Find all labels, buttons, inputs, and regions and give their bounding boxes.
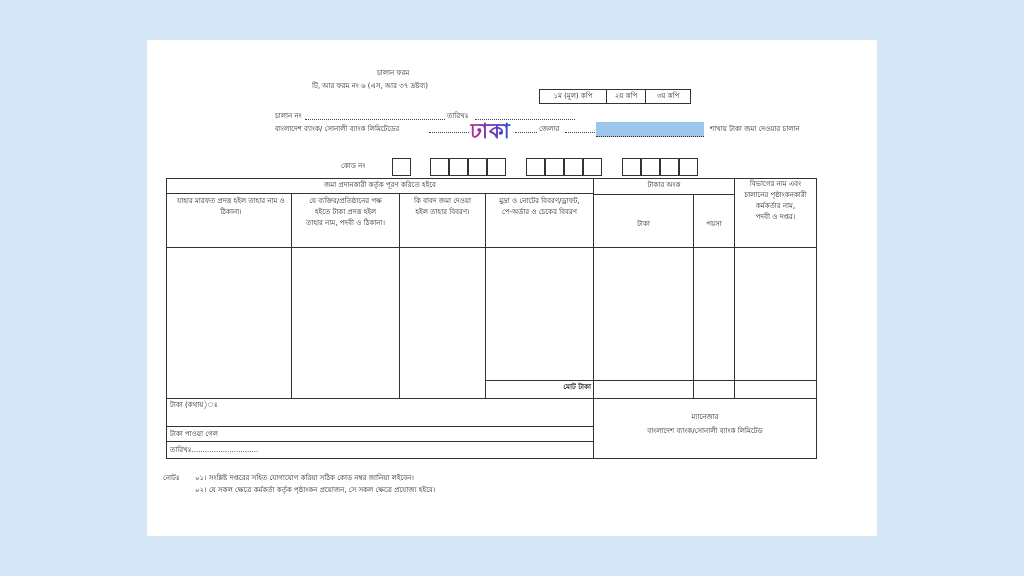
col-currency-line2: পে-অর্ডার ও চেকের বিবরণ <box>501 208 578 216</box>
code-box[interactable] <box>487 158 506 176</box>
code-box[interactable] <box>545 158 564 176</box>
depositor-group-header: জমা প্রদানকারী কর্তৃক পূরণ করিতে হইবে <box>324 181 436 189</box>
received-label: টাকা পাওয়া গেল <box>170 430 218 438</box>
table-border <box>816 178 817 459</box>
district-label: জেলার <box>539 125 560 133</box>
col-behalf-line2: হইতে টাকা প্রদত্ত হইল <box>314 208 377 216</box>
manager-bank: বাংলাদেশ ব্যাংক/সোনালী ব্যাংক লিমিটেড <box>647 427 763 435</box>
bank-line <box>429 132 469 133</box>
code-label: কোড নং <box>341 162 366 170</box>
col-currency-line1: মুদ্রা ও নোটের বিবরণ/ড্রাফট, <box>499 197 580 205</box>
code-box[interactable] <box>660 158 679 176</box>
table-border <box>166 178 817 179</box>
code-box[interactable] <box>622 158 641 176</box>
cell-dept-entry[interactable] <box>735 248 816 398</box>
col-behalf-line3: তাহার নাম, পদবী ও ঠিকানা। <box>306 219 385 227</box>
city-line <box>515 132 537 133</box>
cell-currency-entry[interactable] <box>486 248 593 380</box>
code-box[interactable] <box>430 158 449 176</box>
code-box[interactable] <box>564 158 583 176</box>
code-box[interactable] <box>641 158 660 176</box>
copy-box-second: ২য় কপি <box>607 89 646 104</box>
challan-no-line[interactable] <box>305 119 445 120</box>
note-2: ০২। যে সকল ক্ষেত্রে কর্মকর্তা কর্তৃক পৃষ্ঠাংকন প্রয়োজন, সে সকল ক্ষেত্রে প্রযোজ্য হইবে। <box>195 486 436 494</box>
cell-depositor-entry[interactable] <box>167 248 291 398</box>
cell-behalf-entry[interactable] <box>292 248 399 398</box>
cell-taka-entry[interactable] <box>594 248 693 380</box>
table-rule <box>166 426 594 427</box>
footer-date-label: তারিখঃ.............................. <box>170 446 259 454</box>
col-purpose-line1: কি বাবদ জমা দেওয়া <box>413 197 472 205</box>
date-label: তারিখঃ <box>447 112 469 120</box>
note-1: ০১। সংশ্লিষ্ট দপ্তরের সহিত যোগাযোগ করিয়া সঠিক কোড নম্বর জানিয়া লইবেন। <box>195 474 414 482</box>
city-dhaka: ঢাকা <box>470 119 511 143</box>
col-poisa: পয়সা <box>706 220 722 228</box>
branch-suffix: শাখায় টাকা জমা দেওয়ার চালান <box>710 125 800 133</box>
table-rule <box>593 194 735 195</box>
district-line <box>565 132 595 133</box>
col-dept-line1: বিভাগের নাম এবং <box>749 180 802 188</box>
code-box[interactable] <box>449 158 468 176</box>
notes-label: নোটঃ <box>163 474 180 482</box>
col-behalf-line1: যে ব্যক্তির/প্রতিষ্ঠানের পক্ষ <box>309 197 382 205</box>
cell-poisa-entry[interactable] <box>694 248 734 380</box>
challan-no-label: চালান নং <box>275 112 302 120</box>
col-depositor-name-address: যাহার মারফত প্রদত্ত হইল তাহার নাম ও ঠিকানা। <box>177 197 285 216</box>
code-box[interactable] <box>468 158 487 176</box>
form-subtitle: টি, আর ফরম নং ৬ (এস, আর ৩৭ দ্রষ্টব্য) <box>312 82 428 90</box>
form-title: চালান ফরম <box>377 69 410 77</box>
col-dept-line2: চালানের পৃষ্ঠাংকনকারী <box>744 191 807 199</box>
total-label: মোট টাকা <box>563 383 591 391</box>
table-rule <box>166 441 594 442</box>
table-rule <box>166 398 817 399</box>
col-taka: টাকা <box>637 220 650 228</box>
table-rule <box>166 193 594 194</box>
col-purpose-line2: হইল তাহার বিবরণ। <box>415 208 470 216</box>
bank-label: বাংলাদেশ ব্যাংক/ সোনালী ব্যাংক লিমিটেডের <box>275 125 400 133</box>
code-box[interactable] <box>392 158 411 176</box>
branch-field-highlight[interactable] <box>596 122 704 137</box>
copy-box-original: ১ম (মূল) কপি <box>539 89 607 104</box>
amount-group-header: টাকার অংক <box>647 181 681 189</box>
challan-form-document <box>147 40 877 536</box>
col-dept-line3: কর্মকর্তার নাম, <box>755 202 796 210</box>
code-box[interactable] <box>679 158 698 176</box>
code-box[interactable] <box>583 158 602 176</box>
code-box[interactable] <box>526 158 545 176</box>
manager-label: ম্যানেজার <box>691 413 719 421</box>
cell-purpose-entry[interactable] <box>400 248 485 398</box>
copy-box-third: ৩য় কপি <box>646 89 691 104</box>
table-border <box>166 458 817 459</box>
amount-in-words-label: টাকা (কথায়)ঃ <box>170 401 218 409</box>
col-dept-line4: পদবী ও দপ্তর। <box>755 213 796 221</box>
